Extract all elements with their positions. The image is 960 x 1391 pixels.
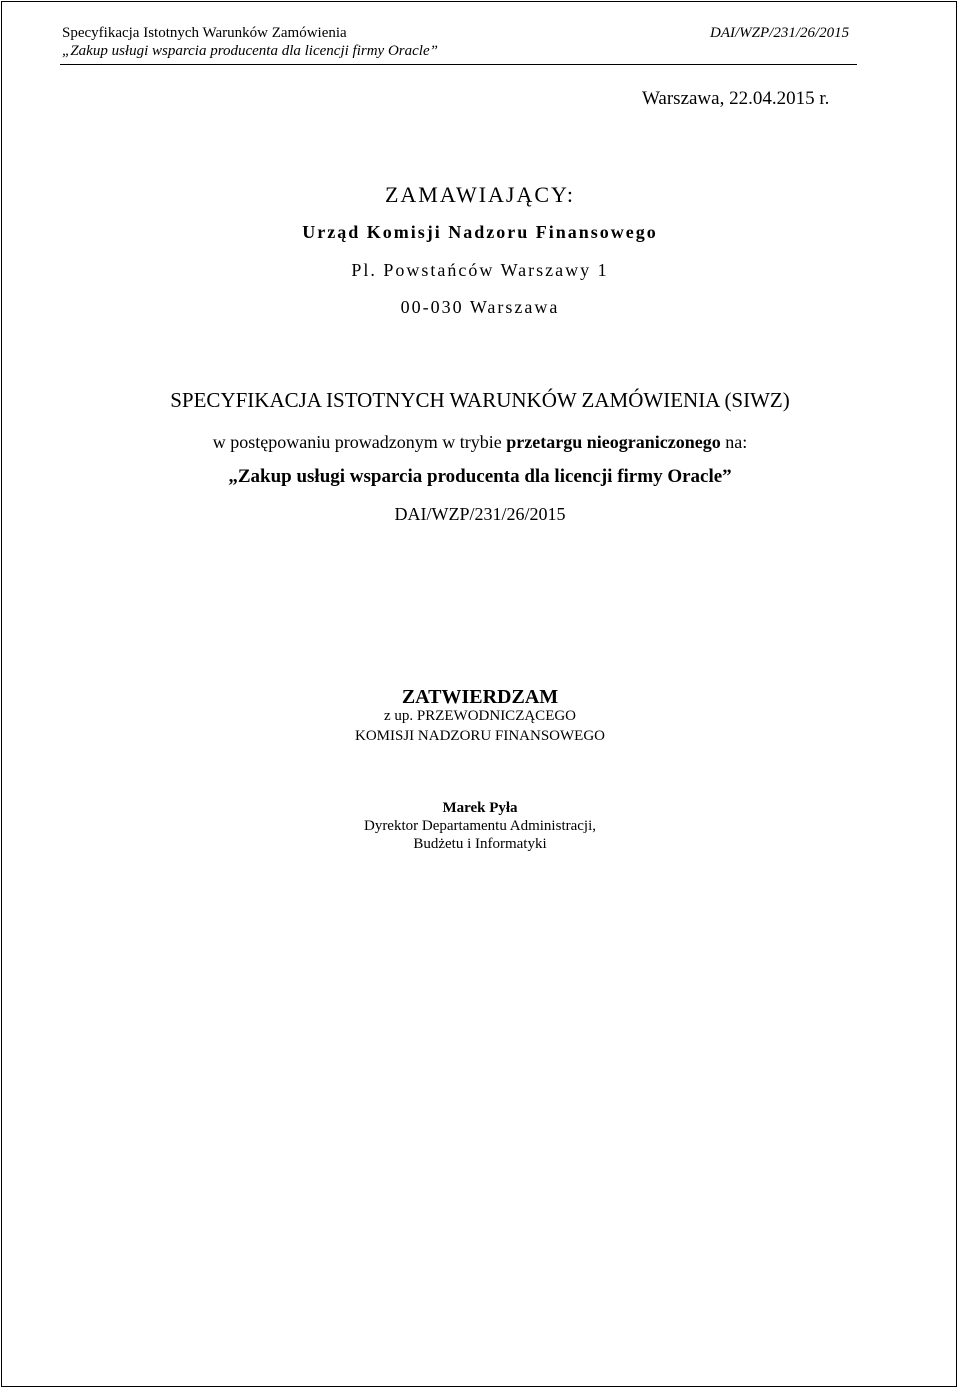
contract-subject: „Zakup usługi wsparcia producenta dla licencji firmy Oracle” [228, 466, 732, 487]
procedure-line [2, 432, 958, 453]
signatory-position-2: Budżetu i Informatyki [413, 836, 547, 852]
header-doc-type: Specyfikacja Istotnych Warunków Zamówienia [62, 25, 347, 41]
approval-line-1: z up. PRZEWODNICZĄCEGO [383, 708, 577, 724]
procedure-suffix: na: [725, 432, 748, 452]
reference-number: DAI/WZP/231/26/2015 [394, 504, 566, 524]
procedure-prefix: w postępowaniu prowadzonym w trybie [212, 432, 502, 452]
contracting-authority-city: 00-030 Warszawa [400, 297, 560, 317]
signatory-position-1: Dyrektor Departamentu Administracji, [363, 818, 597, 834]
document-page [1, 1, 957, 1387]
header-ref-no: DAI/WZP/231/26/2015 [710, 25, 850, 41]
approval-title: ZATWIERDZAM [401, 686, 559, 708]
document-title: SPECYFIKACJA ISTOTNYCH WARUNKÓW ZAMÓWIENIA (SIWZ) [170, 388, 790, 412]
header-divider [60, 64, 857, 65]
procedure-mode: przetargu nieograniczonego [506, 432, 721, 452]
approval-line-2: KOMISJI NADZORU FINANSOWEGO [355, 728, 605, 744]
signatory-name: Marek Pyła [442, 800, 518, 816]
contracting-authority-name: Urząd Komisji Nadzoru Finansowego [302, 222, 658, 242]
header-subject: „Zakup usługi wsparcia producenta dla licencji firmy Oracle” [62, 43, 438, 59]
contracting-authority-street: Pl. Powstańców Warszawy 1 [351, 260, 609, 280]
contracting-authority-label: ZAMAWIAJĄCY: [384, 182, 576, 207]
place-date: Warszawa, 22.04.2015 r. [642, 88, 830, 109]
